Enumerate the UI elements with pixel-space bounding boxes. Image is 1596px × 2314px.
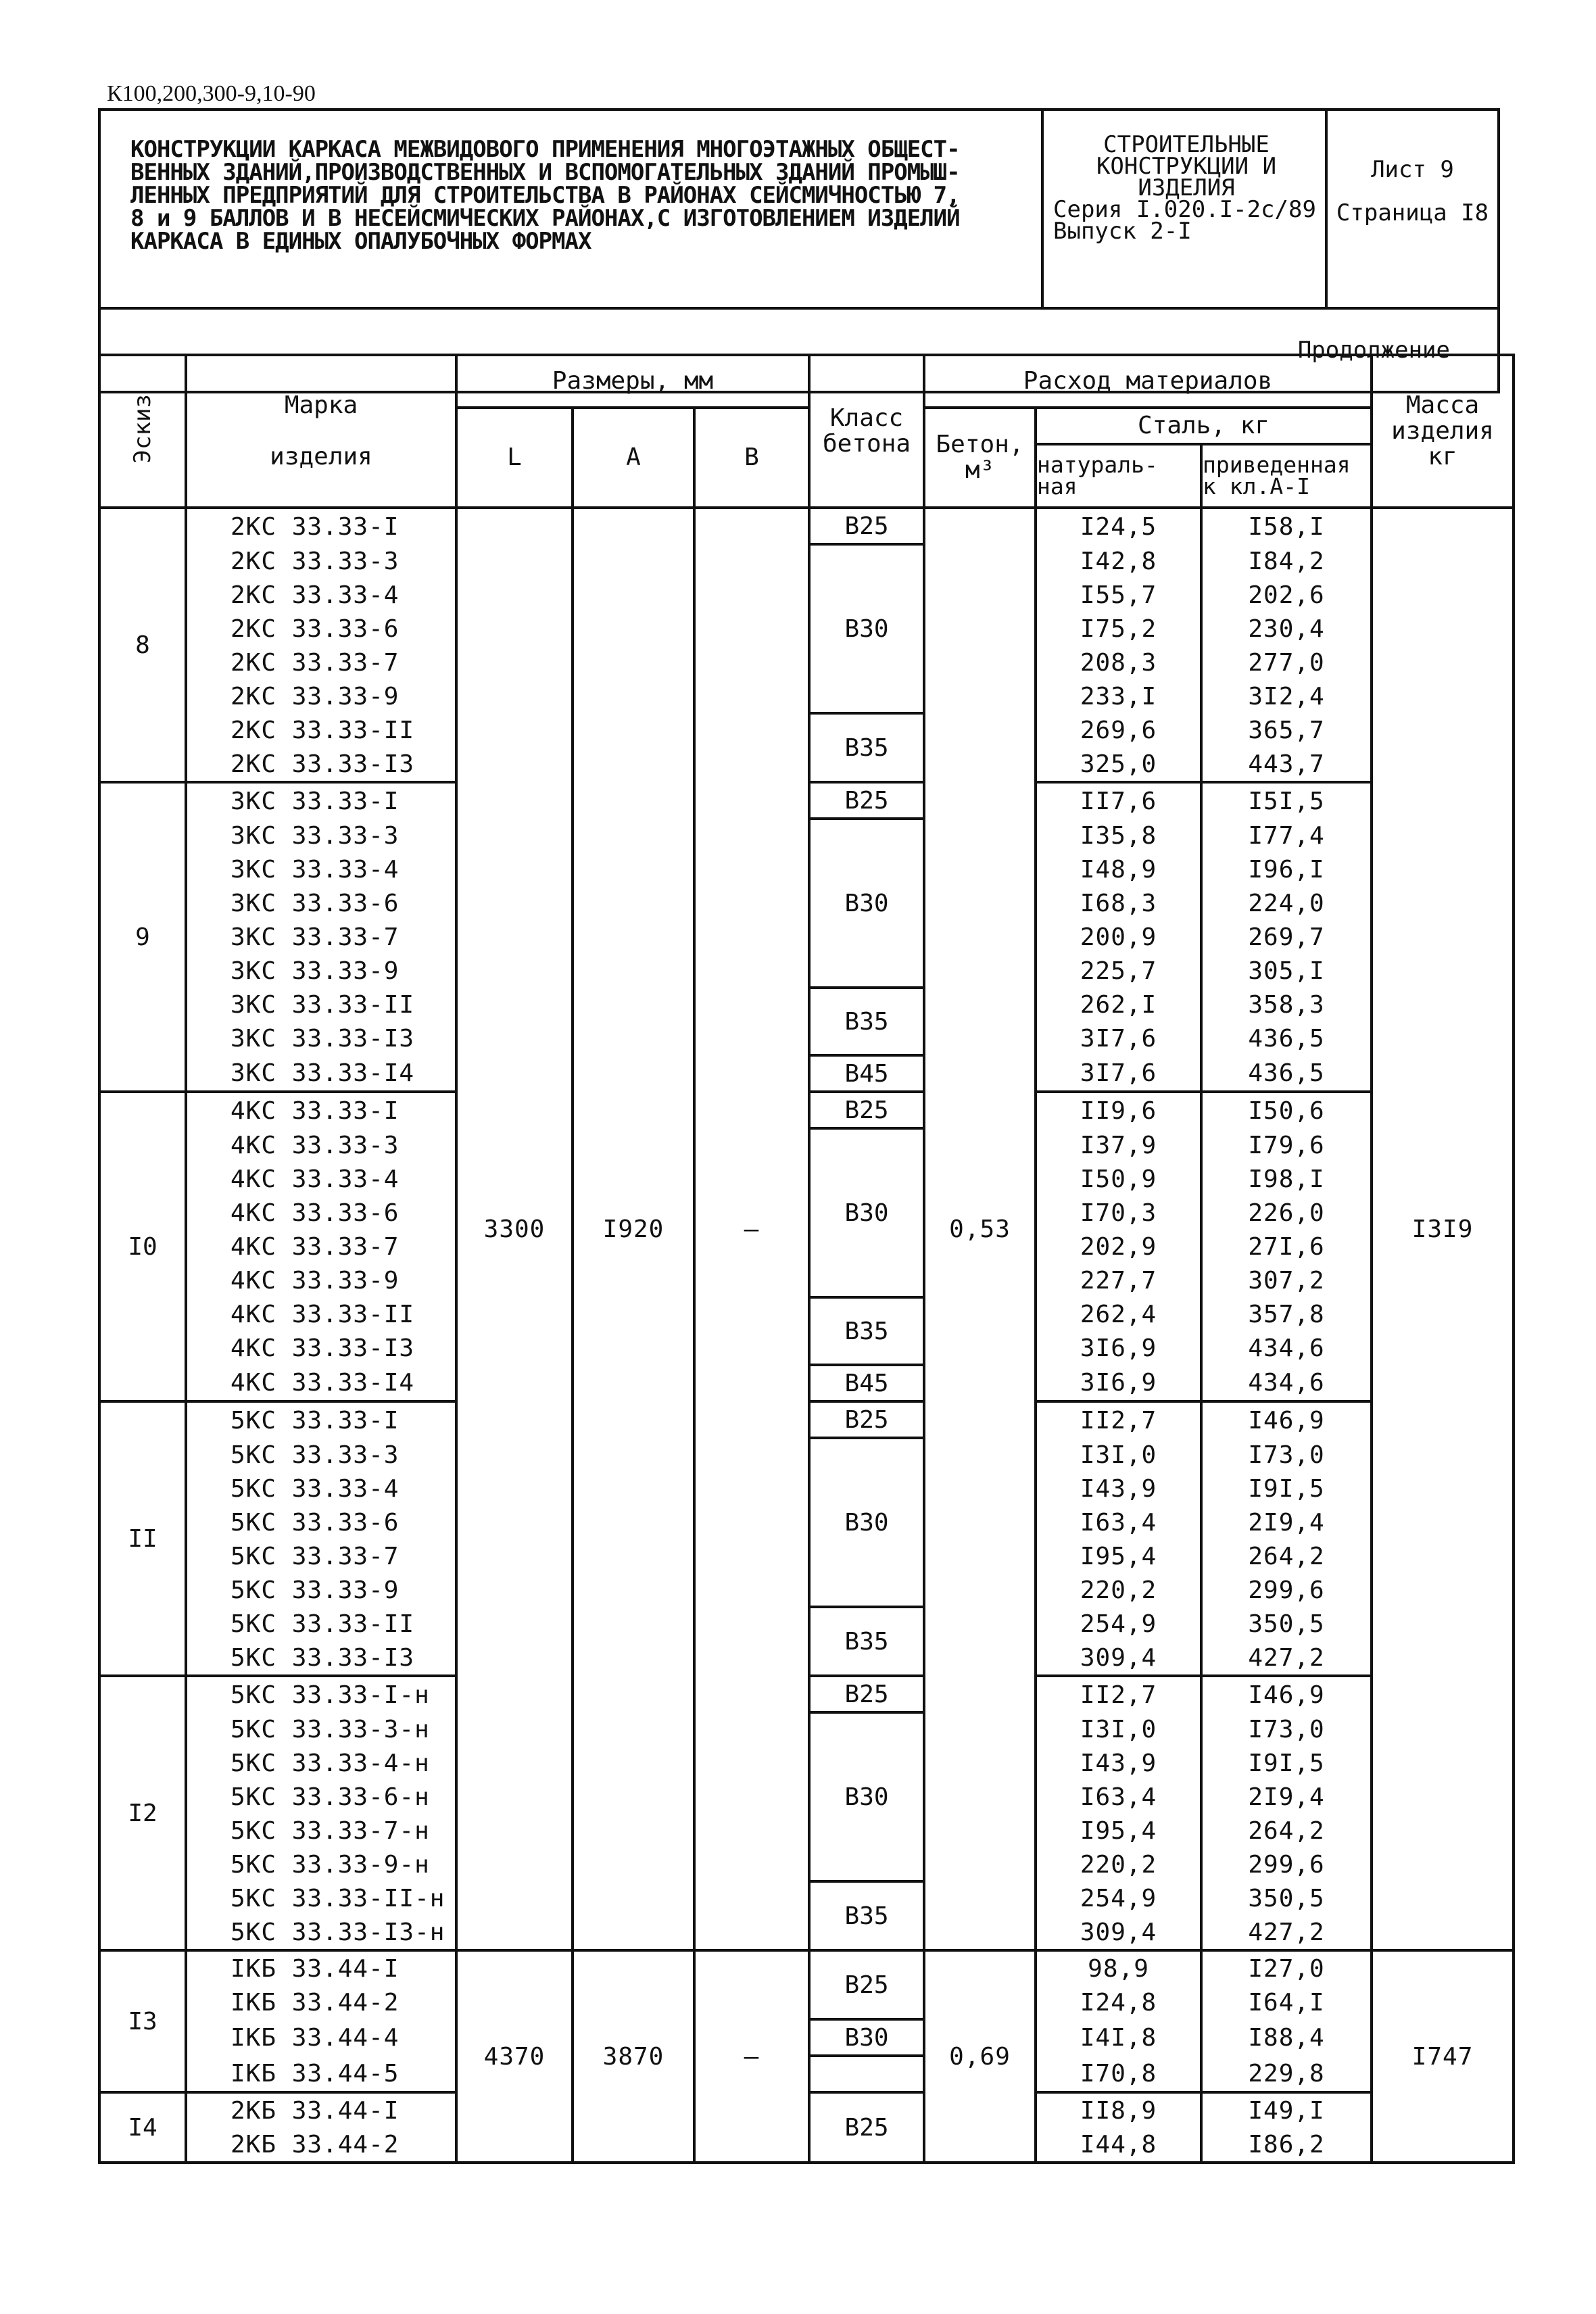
steel-reduced: I96,I — [1201, 852, 1372, 886]
steel-reduced: 230,4 — [1201, 612, 1372, 646]
concrete-class: В35 — [809, 1881, 924, 1950]
sketch-header: Эскиз — [99, 355, 186, 508]
title-line: ЛЕННЫХ ПРЕДПРИЯТИЙ ДЛЯ СТРОИТЕЛЬСТВА В РАЙОНАХ СЕЙСМИЧНОСТЬЮ 7, — [130, 182, 960, 209]
steel-reduced: I5I,5 — [1201, 782, 1372, 819]
issue-number: Выпуск 2-I — [1053, 218, 1192, 245]
size-a-value: I920 — [573, 508, 694, 1950]
steel-natural: I44,8 — [1036, 2127, 1201, 2163]
concrete-volume: 0,53 — [924, 508, 1036, 1950]
steel-reduced: 305,I — [1201, 954, 1372, 988]
product-mark: 4КС 33.33-I — [186, 1092, 456, 1128]
steel-reduced: 307,2 — [1201, 1263, 1372, 1297]
steel-natural: I55,7 — [1036, 578, 1201, 612]
steel-reduced: 350,5 — [1201, 1607, 1372, 1641]
steel-natural: I35,8 — [1036, 819, 1201, 852]
product-mark: 3КС 33.33-6 — [186, 886, 456, 920]
product-mark: 3КС 33.33-4 — [186, 852, 456, 886]
size-l-header: L — [456, 408, 573, 508]
size-a-value: 3870 — [573, 1950, 694, 2163]
product-mark: IКБ 33.44-I — [186, 1950, 456, 1985]
steel-natural: 3I7,6 — [1036, 1055, 1201, 1092]
sketch-number: 9 — [99, 782, 186, 1092]
steel-natural: 220,2 — [1036, 1573, 1201, 1607]
product-mark: 5КС 33.33-II-н — [186, 1881, 456, 1915]
concrete-class: В30 — [809, 1128, 924, 1297]
concrete-class: В25 — [809, 2092, 924, 2163]
product-mark: 4КС 33.33-I4 — [186, 1365, 456, 1401]
table-row — [99, 1950, 1514, 1985]
steel-natural: 98,9 — [1036, 1950, 1201, 1985]
steel-reduced: 202,6 — [1201, 578, 1372, 612]
steel-reduced: I9I,5 — [1201, 1472, 1372, 1505]
sketch-number: I0 — [99, 1092, 186, 1401]
steel-reduced: 2I9,4 — [1201, 1780, 1372, 1814]
product-mark: 3КС 33.33-9 — [186, 954, 456, 988]
steel-reduced: I88,4 — [1201, 2019, 1372, 2056]
steel-reduced: 434,6 — [1201, 1331, 1372, 1365]
product-mark: 5КС 33.33-7-н — [186, 1814, 456, 1848]
steel-natural: I42,8 — [1036, 544, 1201, 578]
product-mark: 2КС 33.33-4 — [186, 578, 456, 612]
sketch-number: I2 — [99, 1676, 186, 1950]
steel-natural: II8,9 — [1036, 2092, 1201, 2127]
product-mark: IКБ 33.44-4 — [186, 2019, 456, 2056]
steel-natural: I24,8 — [1036, 1985, 1201, 2019]
product-mark: 2КС 33.33-9 — [186, 679, 456, 713]
concrete-volume-header: Бетон, м³ — [924, 408, 1036, 508]
steel-reduced: 224,0 — [1201, 886, 1372, 920]
concrete-class: В30 — [809, 2019, 924, 2056]
concrete-class: В35 — [809, 713, 924, 782]
size-a-header: А — [573, 408, 694, 508]
concrete-class: В25 — [809, 1676, 924, 1712]
steel-natural: 309,4 — [1036, 1641, 1201, 1676]
sheet-number: Лист 9 — [1371, 156, 1454, 183]
steel-reduced: I50,6 — [1201, 1092, 1372, 1128]
product-mark: 5КС 33.33-I3 — [186, 1641, 456, 1676]
steel-natural: I3I,0 — [1036, 1712, 1201, 1746]
steel-reduced: 365,7 — [1201, 713, 1372, 747]
title-line: 8 и 9 БАЛЛОВ И В НЕСЕЙСМИЧЕСКИХ РАЙОНАХ,С ИЗГОТОВЛЕНИЕМ ИЗДЕЛИЙ — [130, 205, 960, 232]
size-b-value: – — [694, 508, 809, 1950]
steel-reduced: 357,8 — [1201, 1297, 1372, 1331]
steel-reduced: 427,2 — [1201, 1641, 1372, 1676]
steel-natural: 3I6,9 — [1036, 1365, 1201, 1401]
mark-header: Марка изделия — [186, 355, 456, 508]
product-mark: 5КС 33.33-I-н — [186, 1676, 456, 1712]
product-mark: 4КС 33.33-7 — [186, 1230, 456, 1263]
concrete-class: В45 — [809, 1055, 924, 1092]
steel-natural: 254,9 — [1036, 1881, 1201, 1915]
page-number: Страница I8 — [1336, 199, 1489, 226]
document-title — [99, 110, 1042, 308]
steel-reduced: I73,0 — [1201, 1438, 1372, 1472]
product-mark: 2КС 33.33-II — [186, 713, 456, 747]
concrete-class: В25 — [809, 1401, 924, 1438]
steel-reduced: 358,3 — [1201, 988, 1372, 1021]
steel-header: Сталь, кг — [1036, 408, 1372, 444]
steel-natural: I3I,0 — [1036, 1438, 1201, 1472]
steel-natural: 262,4 — [1036, 1297, 1201, 1331]
steel-natural: 202,9 — [1036, 1230, 1201, 1263]
series-block — [1042, 110, 1326, 308]
steel-reduced: 269,7 — [1201, 920, 1372, 954]
steel-reduced: 226,0 — [1201, 1196, 1372, 1230]
steel-natural: I4I,8 — [1036, 2019, 1201, 2056]
concrete-class: В25 — [809, 508, 924, 544]
steel-reduced: I98,I — [1201, 1162, 1372, 1196]
steel-reduced: I46,9 — [1201, 1676, 1372, 1712]
product-mark: 5КС 33.33-3-н — [186, 1712, 456, 1746]
steel-natural: 269,6 — [1036, 713, 1201, 747]
steel-natural: I43,9 — [1036, 1472, 1201, 1505]
product-mark: IКБ 33.44-2 — [186, 1985, 456, 2019]
mass-header: Масса изделия кг — [1372, 355, 1514, 508]
product-mark: 2КБ 33.44-I — [186, 2092, 456, 2127]
product-mark: 3КС 33.33-7 — [186, 920, 456, 954]
series-heading: СТРОИТЕЛЬНЫЕ — [1103, 131, 1269, 158]
product-mark: IКБ 33.44-5 — [186, 2056, 456, 2092]
sketch-number: I3 — [99, 1950, 186, 2092]
concrete-class: В25 — [809, 782, 924, 819]
steel-natural: 225,7 — [1036, 954, 1201, 988]
size-b-header: В — [694, 408, 809, 508]
steel-reduced: 350,5 — [1201, 1881, 1372, 1915]
title-block — [98, 108, 1500, 393]
steel-reduced: 443,7 — [1201, 747, 1372, 782]
steel-reduced: I64,I — [1201, 1985, 1372, 2019]
steel-reduced: 436,5 — [1201, 1055, 1372, 1092]
product-mark: 5КС 33.33-II — [186, 1607, 456, 1641]
steel-natural: I70,3 — [1036, 1196, 1201, 1230]
steel-natural: II2,7 — [1036, 1401, 1201, 1438]
product-mark: 3КС 33.33-I — [186, 782, 456, 819]
steel-natural: I37,9 — [1036, 1128, 1201, 1162]
steel-natural: 309,4 — [1036, 1915, 1201, 1950]
steel-reduced: 299,6 — [1201, 1573, 1372, 1607]
steel-reduced: I27,0 — [1201, 1950, 1372, 1985]
document-code: К100,200,300-9,10-90 — [107, 81, 316, 106]
steel-natural: I24,5 — [1036, 508, 1201, 544]
steel-natural: I43,9 — [1036, 1746, 1201, 1780]
steel-natural: 262,I — [1036, 988, 1201, 1021]
concrete-class: В35 — [809, 1297, 924, 1365]
product-mark: 5КС 33.33-7 — [186, 1539, 456, 1573]
product-mark: 5КС 33.33-I — [186, 1401, 456, 1438]
steel-reduced: 436,5 — [1201, 1021, 1372, 1055]
steel-reduced: I46,9 — [1201, 1401, 1372, 1438]
steel-natural: I50,9 — [1036, 1162, 1201, 1196]
concrete-class-header: Класс бетона — [809, 355, 924, 508]
concrete-class: В30 — [809, 1438, 924, 1607]
table-row — [99, 508, 1514, 544]
product-mark: 5КС 33.33-4 — [186, 1472, 456, 1505]
steel-reduced: 277,0 — [1201, 646, 1372, 679]
series-heading: КОНСТРУКЦИИ И — [1096, 153, 1277, 180]
steel-natural: II9,6 — [1036, 1092, 1201, 1128]
continuation-label: Продолжение — [99, 308, 1499, 392]
steel-reduced: 27I,6 — [1201, 1230, 1372, 1263]
concrete-class: В25 — [809, 1950, 924, 2019]
product-mark: 3КС 33.33-3 — [186, 819, 456, 852]
product-mark: 2КБ 33.44-2 — [186, 2127, 456, 2163]
product-mark: 5КС 33.33-I3-н — [186, 1915, 456, 1950]
steel-natural: I68,3 — [1036, 886, 1201, 920]
product-mark: 4КС 33.33-9 — [186, 1263, 456, 1297]
product-mark: 4КС 33.33-3 — [186, 1128, 456, 1162]
sketch-number: I4 — [99, 2092, 186, 2163]
product-mark: 5КС 33.33-9-н — [186, 1848, 456, 1881]
steel-reduced: I49,I — [1201, 2092, 1372, 2127]
steel-reduced: I58,I — [1201, 508, 1372, 544]
steel-reduced: 264,2 — [1201, 1814, 1372, 1848]
product-mark: 5КС 33.33-3 — [186, 1438, 456, 1472]
product-mark: 2КС 33.33-I — [186, 508, 456, 544]
steel-natural-header: натураль- ная — [1036, 444, 1201, 508]
steel-reduced: I9I,5 — [1201, 1746, 1372, 1780]
concrete-volume: 0,69 — [924, 1950, 1036, 2163]
size-l-value: 3300 — [456, 508, 573, 1950]
steel-natural: I63,4 — [1036, 1505, 1201, 1539]
series-number: Серия I.020.I-2с/89 — [1053, 196, 1316, 223]
concrete-class: В25 — [809, 1092, 924, 1128]
steel-natural: I95,4 — [1036, 1539, 1201, 1573]
steel-reduced: 264,2 — [1201, 1539, 1372, 1573]
steel-reduced: I84,2 — [1201, 544, 1372, 578]
title-line: ВЕННЫХ ЗДАНИЙ,ПРОИЗВОДСТВЕННЫХ И ВСПОМОГАТЕЛЬНЫХ ЗДАНИЙ ПРОМЫШ- — [130, 159, 960, 186]
product-mark: 2КС 33.33-I3 — [186, 747, 456, 782]
steel-natural: 254,9 — [1036, 1607, 1201, 1641]
steel-natural: 3I7,6 — [1036, 1021, 1201, 1055]
steel-reduced: I77,4 — [1201, 819, 1372, 852]
product-mark: 4КС 33.33-4 — [186, 1162, 456, 1196]
title-line: КОНСТРУКЦИИ КАРКАСА МЕЖВИДОВОГО ПРИМЕНЕНИЯ МНОГОЭТАЖНЫХ ОБЩЕСТ- — [130, 136, 960, 163]
sheet-block — [1326, 110, 1499, 308]
steel-natural: I75,2 — [1036, 612, 1201, 646]
specification-table — [98, 354, 1515, 2164]
product-mark: 4КС 33.33-6 — [186, 1196, 456, 1230]
steel-natural: 233,I — [1036, 679, 1201, 713]
steel-natural: I63,4 — [1036, 1780, 1201, 1814]
concrete-class: В30 — [809, 544, 924, 713]
steel-natural: I95,4 — [1036, 1814, 1201, 1848]
product-mark: 3КС 33.33-II — [186, 988, 456, 1021]
steel-natural: 220,2 — [1036, 1848, 1201, 1881]
sketch-number: II — [99, 1401, 186, 1676]
steel-reduced: 229,8 — [1201, 2056, 1372, 2092]
product-mass: I747 — [1372, 1950, 1514, 2163]
size-l-value: 4370 — [456, 1950, 573, 2163]
steel-natural: 208,3 — [1036, 646, 1201, 679]
concrete-class: В35 — [809, 988, 924, 1055]
steel-reduced: I79,6 — [1201, 1128, 1372, 1162]
steel-reduced: I86,2 — [1201, 2127, 1372, 2163]
sizes-header: Размеры, мм — [456, 355, 809, 408]
concrete-class: В30 — [809, 1712, 924, 1881]
product-mark: 2КС 33.33-7 — [186, 646, 456, 679]
steel-reduced-header: приведенная к кл.А-I — [1201, 444, 1372, 508]
steel-reduced: 2I9,4 — [1201, 1505, 1372, 1539]
steel-natural: 325,0 — [1036, 747, 1201, 782]
product-mark: 5КС 33.33-9 — [186, 1573, 456, 1607]
steel-reduced: 3I2,4 — [1201, 679, 1372, 713]
steel-natural: I48,9 — [1036, 852, 1201, 886]
steel-reduced: 434,6 — [1201, 1365, 1372, 1401]
steel-natural: I70,8 — [1036, 2056, 1201, 2092]
product-mark: 5КС 33.33-4-н — [186, 1746, 456, 1780]
series-heading: ИЗДЕЛИЯ — [1138, 174, 1235, 201]
steel-reduced: I73,0 — [1201, 1712, 1372, 1746]
concrete-class: В35 — [809, 1607, 924, 1676]
product-mark: 4КС 33.33-I3 — [186, 1331, 456, 1365]
sketch-number: 8 — [99, 508, 186, 782]
steel-reduced: 427,2 — [1201, 1915, 1372, 1950]
steel-natural: II7,6 — [1036, 782, 1201, 819]
title-line: КАРКАСА В ЕДИНЫХ ОПАЛУБОЧНЫХ ФОРМАХ — [130, 228, 591, 255]
concrete-class: В30 — [809, 819, 924, 988]
steel-natural: 3I6,9 — [1036, 1331, 1201, 1365]
product-mark: 2КС 33.33-3 — [186, 544, 456, 578]
steel-natural: 200,9 — [1036, 920, 1201, 954]
product-mark: 4КС 33.33-II — [186, 1297, 456, 1331]
concrete-class — [809, 2056, 924, 2092]
product-mass: I3I9 — [1372, 508, 1514, 1950]
materials-header: Расход материалов — [924, 355, 1372, 408]
product-mark: 5КС 33.33-6-н — [186, 1780, 456, 1814]
steel-reduced: 299,6 — [1201, 1848, 1372, 1881]
size-b-value: – — [694, 1950, 809, 2163]
concrete-class: В45 — [809, 1365, 924, 1401]
product-mark: 3КС 33.33-I3 — [186, 1021, 456, 1055]
product-mark: 3КС 33.33-I4 — [186, 1055, 456, 1092]
steel-natural: 227,7 — [1036, 1263, 1201, 1297]
product-mark: 5КС 33.33-6 — [186, 1505, 456, 1539]
product-mark: 2КС 33.33-6 — [186, 612, 456, 646]
steel-natural: II2,7 — [1036, 1676, 1201, 1712]
